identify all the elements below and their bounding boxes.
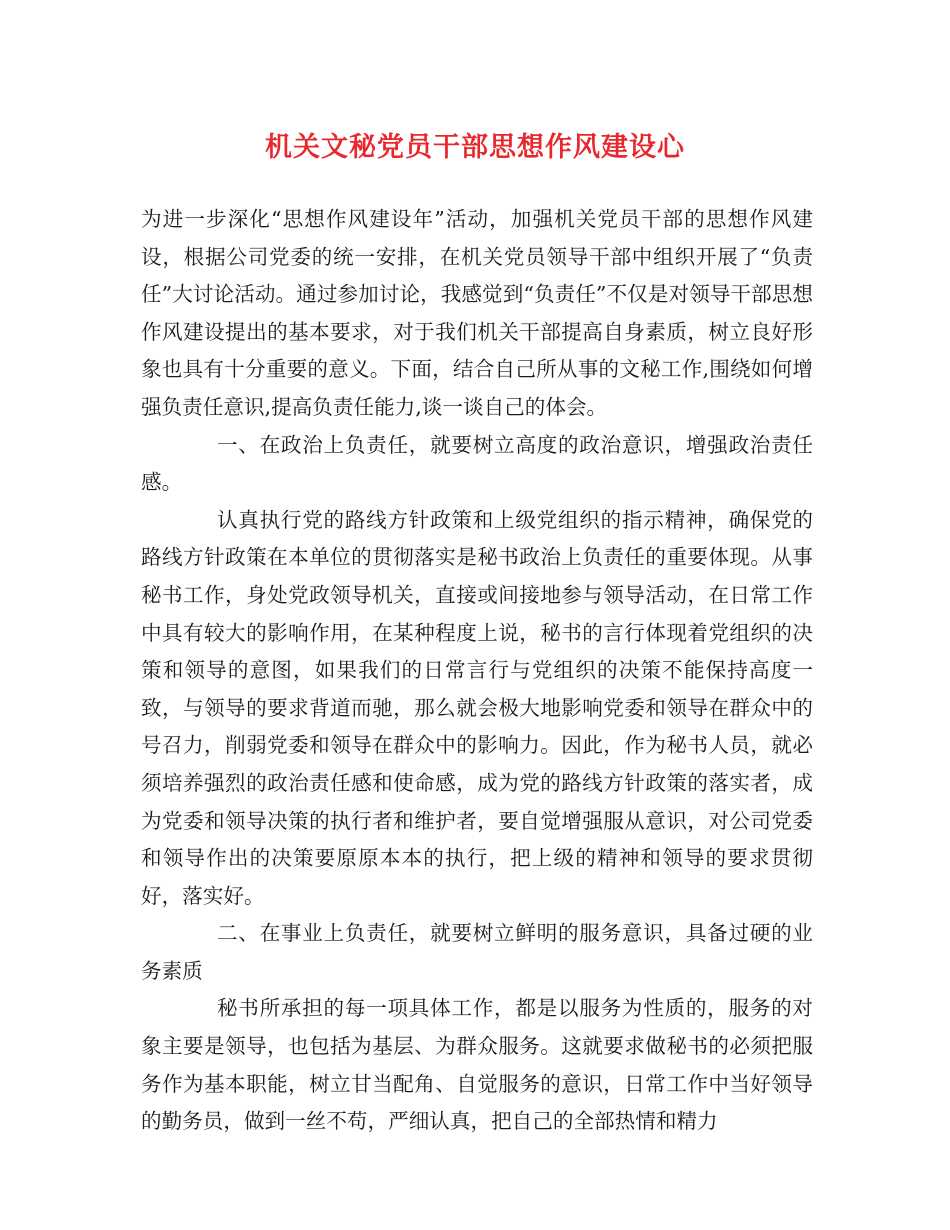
section-heading-1: 一、在政治上负责任，就要树立高度的政治意识，增强政治责任感。 [141,432,813,495]
paragraph-section-1: 认真执行党的路线方针政策和上级党组织的指示精神，确保党的路线方针政策在本单位的贯彻落实是秘书政治上负责任的重要体现。从事秘书工作，身处党政领导机关，直接或间接地参与领导活动，在日常工作中具有较大的影响作用，在某种程度上说，秘书的言行体现着党组织的决策和领导的意图，如果我们的日常言行与党组织的决策不能保持高度一致，与领导的要求背道而驰，那么就会极大地影响党委和领导在群众中的号召力，削弱党委和领导在群众中的影响力。因此，作为秘书人员，就必须培养强烈的政治责任感和使命感，成为党的路线方针政策的落实者，成为党委和领导决策的执行者和维护者，要自觉增强服从意识，对公司党委和领导作出的决策要原原本本的执行，把上级的精神和领导的要求贯彻好，落实好。 [141,507,813,908]
section-heading-2: 二、在事业上负责任，就要树立鲜明的服务意识，具备过硬的业务素质 [141,921,813,983]
paragraph-intro: 为进一步深化“思想作风建设年”活动，加强机关党员干部的思想作风建设，根据公司党委的统一安排，在机关党员领导干部中组织开展了“负责任”大讨论活动。通过参加讨论，我感觉到“负责任”不仅是对领导干部思想作风建设提出的基本要求，对于我们机关干部提高自身素质，树立良好形象也具有十分重要的意义。下面，结合自己所从事的文秘工作,围绕如何增强负责任意识,提高负责任能力,谈一谈自己的体会。 [141,207,813,419]
document-title: 机关文秘党员干部思想作风建设心 [265,132,685,163]
document-body [141,201,813,1141]
paragraph-section-2: 秘书所承担的每一项具体工作，都是以服务为性质的，服务的对象主要是领导，也包括为基层、为群众服务。这就要求做秘书的必须把服务作为基本职能，树立甘当配角、自觉服务的意识，日常工作中当好领导的勤务员，做到一丝不苟，严细认真，把自己的全部热情和精力 [141,996,813,1134]
